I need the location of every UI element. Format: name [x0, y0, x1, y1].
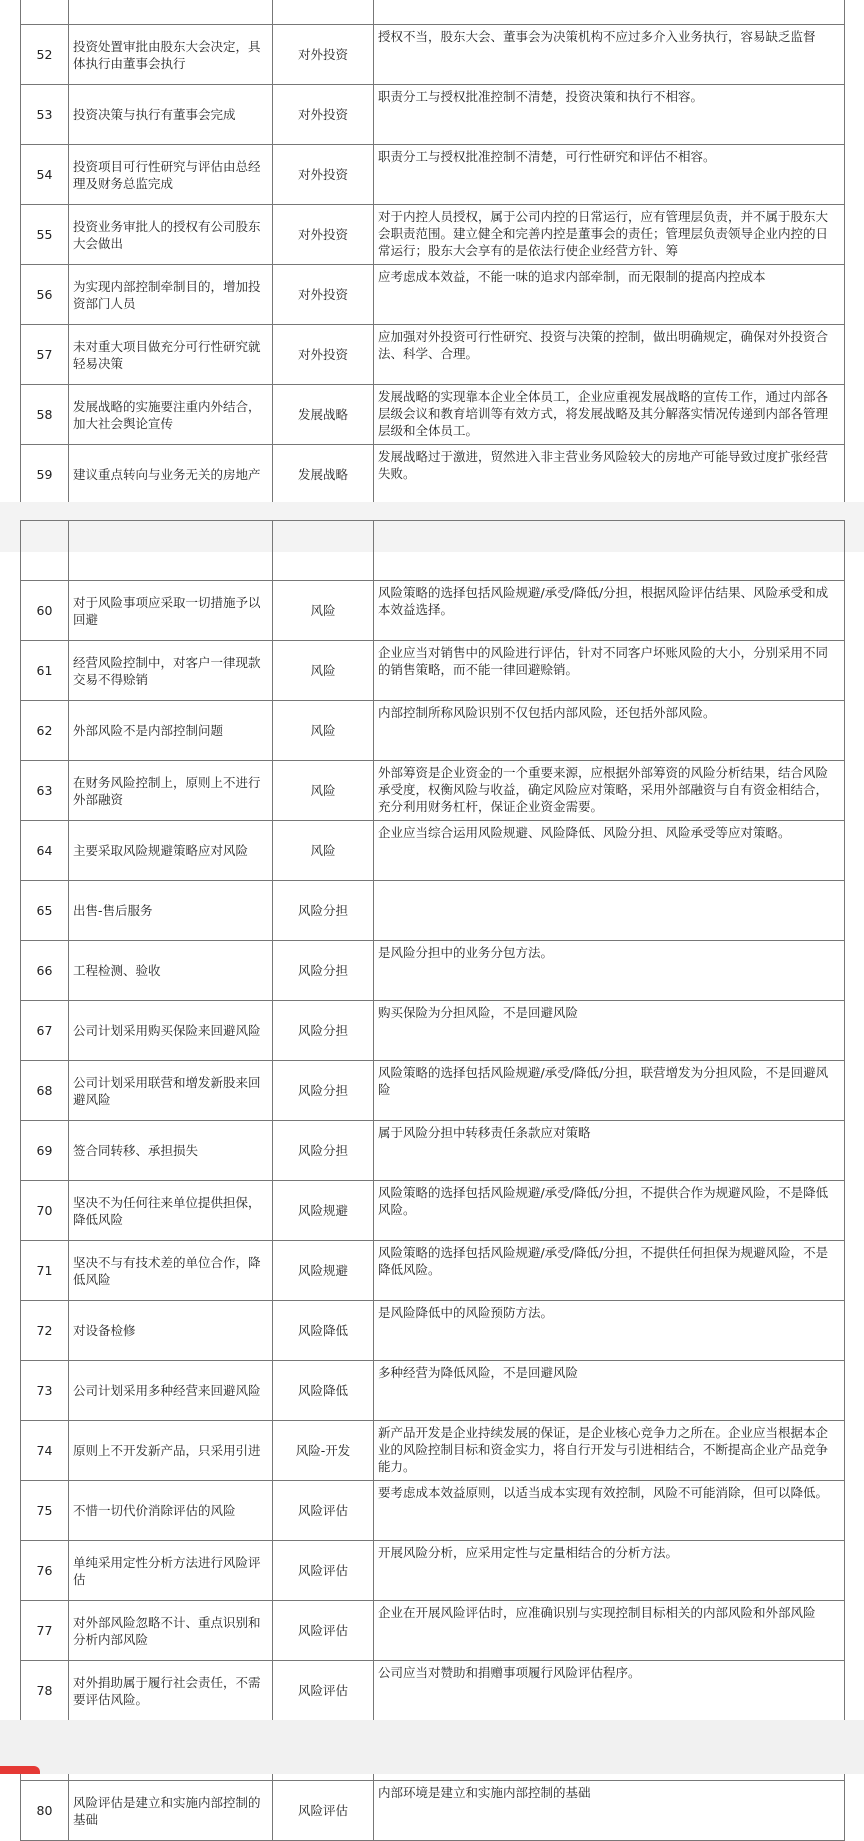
row-note — [374, 1781, 845, 1841]
row-item — [69, 25, 273, 85]
row-category-text: 对外投资 — [297, 47, 348, 62]
table-row — [21, 701, 845, 761]
row-note — [374, 641, 845, 701]
row-note — [374, 145, 845, 205]
row-number-text: 61 — [36, 663, 53, 678]
row-category — [273, 941, 374, 1001]
row-note-text: 是风险分担中的业务分包方法。 — [378, 945, 554, 960]
row-item-text: 公司计划采用多种经营来回避风险 — [73, 1383, 261, 1398]
row-number — [21, 85, 69, 145]
row-category-text: 对外投资 — [297, 287, 348, 302]
row-number — [21, 445, 69, 505]
row-category-text: 对外投资 — [297, 107, 348, 122]
row-note-text: 职责分工与授权批准控制不清楚，可行性研究和评估不相容。 — [378, 149, 716, 164]
row-note — [374, 1061, 845, 1121]
row-note — [374, 1121, 845, 1181]
table-row — [21, 1481, 845, 1541]
row-note — [374, 385, 845, 445]
row-category — [273, 881, 374, 941]
row-number — [21, 701, 69, 761]
table-row — [21, 761, 845, 821]
row-item — [69, 445, 273, 505]
row-number — [21, 385, 69, 445]
row-note-text: 是风险降低中的风险预防方法。 — [378, 1305, 554, 1320]
table-row — [21, 821, 845, 881]
row-category-text: 风险评估 — [297, 1803, 348, 1818]
row-item-text: 发展战略的实施要注重内外结合，加大社会舆论宣传 — [73, 398, 261, 431]
row-category — [273, 1421, 374, 1481]
row-category — [273, 145, 374, 205]
row-item — [69, 941, 273, 1001]
row-number — [21, 205, 69, 265]
row-note-text: 属于风险分担中转移责任条款应对策略 — [378, 1125, 591, 1140]
row-item — [69, 1601, 273, 1661]
row-number — [21, 1181, 69, 1241]
row-category-text: 风险评估 — [297, 1683, 348, 1698]
bottom-bar — [0, 1720, 864, 1774]
table-row — [21, 1241, 845, 1301]
row-number-text: 78 — [36, 1683, 53, 1698]
row-note-text: 风险策略的选择包括风险规避/承受/降低/分担，根据风险评估结果、风险承受和成本效益选择。 — [378, 585, 829, 617]
row-item — [69, 205, 273, 265]
row-item-text: 对外部风险忽略不计、重点识别和分析内部风险 — [73, 1614, 261, 1647]
row-item — [69, 1541, 273, 1601]
row-category — [273, 1361, 374, 1421]
row-number-text: 75 — [36, 1503, 53, 1518]
row-item — [69, 1781, 273, 1841]
row-number — [21, 1601, 69, 1661]
table-row — [21, 1661, 845, 1721]
row-category — [273, 1541, 374, 1601]
row-item-text: 未对重大项目做充分可行性研究就轻易决策 — [73, 338, 261, 371]
row-category — [273, 821, 374, 881]
row-item — [69, 1181, 273, 1241]
row-number-text: 63 — [36, 783, 53, 798]
row-note — [374, 1421, 845, 1481]
row-note — [374, 941, 845, 1001]
row-note — [374, 445, 845, 505]
row-note-text: 授权不当，股东大会、董事会为决策机构不应过多介入业务执行，容易缺乏监督 — [378, 29, 816, 44]
row-number-text: 70 — [36, 1203, 53, 1218]
table-row — [21, 1601, 845, 1661]
row-number — [21, 1421, 69, 1481]
table-row — [21, 25, 845, 85]
row-note — [374, 1241, 845, 1301]
row-item-text: 外部风险不是内部控制问题 — [73, 723, 224, 738]
row-category — [273, 445, 374, 505]
row-note — [374, 1001, 845, 1061]
row-item-text: 为实现内部控制牵制目的，增加投资部门人员 — [73, 278, 261, 311]
row-category-text: 风险规避 — [297, 1263, 348, 1278]
row-category — [273, 761, 374, 821]
row-number-text: 66 — [36, 963, 53, 978]
row-item-text: 出售-售后服务 — [73, 903, 153, 918]
row-note — [374, 1481, 845, 1541]
row-item-text: 投资处置审批由股东大会决定，具体执行由董事会执行 — [73, 38, 261, 71]
row-number — [21, 1121, 69, 1181]
row-note — [374, 881, 845, 941]
row-item-text: 原则上不开发新产品，只采用引进 — [73, 1443, 261, 1458]
row-note-text: 新产品开发是企业持续发展的保证，是企业核心竞争力之所在。企业应当根据本企业的风险控制目标和资金实力，将自行开发与引进相结合，不断提高企业产品竞争能力。 — [378, 1425, 829, 1474]
row-number — [21, 821, 69, 881]
row-note-text: 公司应当对赞助和捐赠事项履行风险评估程序。 — [378, 1665, 641, 1680]
row-number-text: 57 — [36, 347, 53, 362]
row-number — [21, 581, 69, 641]
row-item-text: 签合同转移、承担损失 — [73, 1143, 199, 1158]
row-note — [374, 701, 845, 761]
row-note — [374, 1541, 845, 1601]
row-category — [273, 1181, 374, 1241]
row-item-text: 风险评估是建立和实施内部控制的基础 — [73, 1794, 261, 1827]
row-number — [21, 1541, 69, 1601]
row-note-text: 企业应当综合运用风险规避、风险降低、风险分担、风险承受等应对策略。 — [378, 825, 791, 840]
row-number-text: 59 — [36, 467, 53, 482]
row-item — [69, 1481, 273, 1541]
table-screenshot-lower — [0, 552, 864, 1827]
table-row — [21, 1421, 845, 1481]
row-number — [21, 641, 69, 701]
row-category — [273, 1001, 374, 1061]
row-category — [273, 265, 374, 325]
row-item-text: 公司计划采用联营和增发新股来回避风险 — [73, 1074, 261, 1107]
row-item-text: 不惜一切代价消除评估的风险 — [73, 1503, 236, 1518]
row-item — [69, 1421, 273, 1481]
table-row — [21, 1121, 845, 1181]
table-row — [21, 881, 845, 941]
row-number-text: 65 — [36, 903, 53, 918]
row-item-text: 建议重点转向与业务无关的房地产 — [73, 467, 261, 482]
row-category-text: 风险评估 — [297, 1503, 348, 1518]
row-category — [273, 25, 374, 85]
row-number — [21, 1361, 69, 1421]
row-item — [69, 881, 273, 941]
row-number — [21, 1781, 69, 1841]
row-number — [21, 1301, 69, 1361]
row-note-text: 应考虑成本效益，不能一味的追求内部牵制，而无限制的提高内控成本 — [378, 269, 766, 284]
table-screenshot-upper — [0, 0, 864, 502]
row-note — [374, 85, 845, 145]
row-item-text: 主要采取风险规避策略应对风险 — [73, 843, 249, 858]
table-row — [21, 1061, 845, 1121]
row-note-text: 职责分工与授权批准控制不清楚，投资决策和执行不相容。 — [378, 89, 704, 104]
row-number-text: 64 — [36, 843, 53, 858]
row-item — [69, 1661, 273, 1721]
table-row — [21, 0, 845, 25]
row-category — [273, 325, 374, 385]
row-category-text: 风险降低 — [297, 1323, 348, 1338]
row-note — [374, 325, 845, 385]
row-item — [69, 1301, 273, 1361]
row-category-text: 发展战略 — [297, 407, 348, 422]
row-item-text: 单纯采用定性分析方法进行风险评估 — [73, 1554, 261, 1587]
row-item-text: 公司计划采用购买保险来回避风险 — [73, 1023, 261, 1038]
row-note-text: 风险策略的选择包括风险规避/承受/降低/分担，不提供任何担保为规避风险，不是降低风险。 — [378, 1245, 829, 1277]
row-item-text: 在财务风险控制上，原则上不进行外部融资 — [73, 774, 261, 807]
row-number — [21, 941, 69, 1001]
row-number — [21, 265, 69, 325]
table-row — [21, 1361, 845, 1421]
row-item-text: 坚决不为任何往来单位提供担保，降低风险 — [73, 1194, 261, 1227]
row-item — [69, 1241, 273, 1301]
row-item-text: 坚决不与有技术差的单位合作，降低风险 — [73, 1254, 261, 1287]
row-item-text: 对设备检修 — [73, 1323, 136, 1338]
row-category — [273, 1481, 374, 1541]
table-row — [21, 1181, 845, 1241]
row-note-text: 开展风险分析，应采用定性与定量相结合的分析方法。 — [378, 1545, 679, 1560]
row-note — [374, 1661, 845, 1721]
row-category-text: 对外投资 — [297, 227, 348, 242]
row-number-text: 68 — [36, 1083, 53, 1098]
row-note-text: 外部筹资是企业资金的一个重要来源，应根据外部筹资的风险分析结果，结合风险承受度，权衡风险与收益，确定风险应对策略，采用外部融资与自有资金相结合，充分利用财务杠杆，保证企业资金需要。 — [378, 765, 829, 814]
row-number — [21, 1661, 69, 1721]
row-number — [21, 1241, 69, 1301]
row-number-text: 77 — [36, 1623, 53, 1638]
row-note — [374, 1361, 845, 1421]
row-item — [69, 1001, 273, 1061]
table-row — [21, 941, 845, 1001]
table-row — [21, 521, 845, 581]
row-item — [69, 1121, 273, 1181]
row-item-text: 对于风险事项应采取一切措施予以回避 — [73, 594, 261, 627]
row-item — [69, 385, 273, 445]
row-category-text: 风险降低 — [297, 1383, 348, 1398]
row-number-text: 76 — [36, 1563, 53, 1578]
row-category — [273, 85, 374, 145]
row-number-text: 53 — [36, 107, 53, 122]
row-number-text: 72 — [36, 1323, 53, 1338]
row-category — [273, 1601, 374, 1661]
table-row — [21, 1001, 845, 1061]
row-number-text: 58 — [36, 407, 53, 422]
row-note-text: 购买保险为分担风险，不是回避风险 — [378, 1005, 579, 1020]
table-row — [21, 385, 845, 445]
row-note-text: 内部控制所称风险识别不仅包括内部风险，还包括外部风险。 — [378, 705, 716, 720]
row-note-text: 风险策略的选择包括风险规避/承受/降低/分担，联营增发为分担风险，不是回避风险 — [378, 1065, 829, 1097]
row-category — [273, 1241, 374, 1301]
row-number — [21, 881, 69, 941]
control-issue-table-lower — [20, 520, 845, 1841]
row-number-text: 52 — [36, 47, 53, 62]
row-category-text: 风险 — [310, 723, 336, 738]
row-item — [69, 1361, 273, 1421]
row-item — [69, 325, 273, 385]
row-category-text: 风险分担 — [297, 903, 348, 918]
table-row — [21, 641, 845, 701]
row-note-text: 发展战略过于激进，贸然进入非主营业务风险较大的房地产可能导致过度扩张经营失败。 — [378, 449, 829, 481]
row-category-text: 风险分担 — [297, 1143, 348, 1158]
row-category-text: 风险规避 — [297, 1203, 348, 1218]
table-row — [21, 265, 845, 325]
row-number-text: 74 — [36, 1443, 53, 1458]
table-row — [21, 445, 845, 505]
row-category — [273, 1121, 374, 1181]
row-category-text: 风险 — [310, 843, 336, 858]
row-number-text: 62 — [36, 723, 53, 738]
row-category-text: 风险分担 — [297, 1083, 348, 1098]
row-item — [69, 265, 273, 325]
row-number — [21, 1001, 69, 1061]
row-number — [21, 25, 69, 85]
row-item — [69, 85, 273, 145]
row-category — [273, 641, 374, 701]
control-issue-table-upper — [20, 0, 845, 565]
row-category — [273, 385, 374, 445]
row-item-text: 投资项目可行性研究与评估由总经理及财务总监完成 — [73, 158, 261, 191]
row-number-text: 69 — [36, 1143, 53, 1158]
row-note-text: 企业在开展风险评估时，应准确识别与实现控制目标相关的内部风险和外部风险 — [378, 1605, 816, 1620]
row-note — [374, 1301, 845, 1361]
row-note-text: 多种经营为降低风险，不是回避风险 — [378, 1365, 579, 1380]
row-note — [374, 581, 845, 641]
row-category-text: 风险 — [310, 783, 336, 798]
row-item-text: 投资业务审批人的授权有公司股东大会做出 — [73, 218, 261, 251]
row-note — [374, 821, 845, 881]
row-note-text: 对于内控人员授权，属于公司内控的日常运行，应有管理层负责，并不属于股东大会职责范围。建立健全和完善内控是董事会的责任；管理层负责领导企业内控的日常运行；股东大会享有的是依法行使企业经营方针、筹 — [378, 209, 829, 258]
row-note — [374, 205, 845, 265]
row-note-text: 内部环境是建立和实施内部控制的基础 — [378, 1785, 591, 1800]
row-note — [374, 1181, 845, 1241]
red-tab-mark — [0, 1766, 40, 1774]
table-row — [21, 325, 845, 385]
row-item-text: 投资决策与执行有董事会完成 — [73, 107, 236, 122]
row-item — [69, 581, 273, 641]
row-number — [21, 761, 69, 821]
row-category-text: 风险评估 — [297, 1563, 348, 1578]
row-number — [21, 1481, 69, 1541]
row-number-text: 60 — [36, 603, 53, 618]
row-note-text: 要考虑成本效益原则，以适当成本实现有效控制，风险不可能消除，但可以降低。 — [378, 1485, 829, 1500]
row-number-text: 67 — [36, 1023, 53, 1038]
row-number-text: 54 — [36, 167, 53, 182]
row-number — [21, 325, 69, 385]
row-item — [69, 641, 273, 701]
table-row — [21, 145, 845, 205]
table-row — [21, 85, 845, 145]
row-number-text: 56 — [36, 287, 53, 302]
row-category — [273, 1061, 374, 1121]
row-item-text: 对外捐助属于履行社会责任，不需要评估风险。 — [73, 1674, 261, 1707]
row-category-text: 风险评估 — [297, 1623, 348, 1638]
row-category-text: 风险分担 — [297, 1023, 348, 1038]
row-number-text: 73 — [36, 1383, 53, 1398]
row-item — [69, 761, 273, 821]
row-category — [273, 1301, 374, 1361]
row-item — [69, 821, 273, 881]
table-row — [21, 1781, 845, 1841]
row-category-text: 风险 — [310, 663, 336, 678]
row-note — [374, 265, 845, 325]
row-note — [374, 1601, 845, 1661]
row-note-text: 风险策略的选择包括风险规避/承受/降低/分担，不提供合作为规避风险，不是降低风险。 — [378, 1185, 829, 1217]
row-number-text: 71 — [36, 1263, 53, 1278]
table-row — [21, 1301, 845, 1361]
row-category-text: 风险-开发 — [295, 1443, 351, 1458]
table-row — [21, 1541, 845, 1601]
row-category — [273, 1661, 374, 1721]
row-number — [21, 1061, 69, 1121]
row-number-text: 55 — [36, 227, 53, 242]
row-category — [273, 701, 374, 761]
row-number-text: 80 — [36, 1803, 53, 1818]
row-note-text: 企业应当对销售中的风险进行评估，针对不同客户坏账风险的大小，分别采用不同的销售策略，而不能一律回避赊销。 — [378, 645, 829, 677]
row-item — [69, 1061, 273, 1121]
row-item — [69, 701, 273, 761]
table-row — [21, 205, 845, 265]
row-item — [69, 145, 273, 205]
row-category-text: 风险分担 — [297, 963, 348, 978]
row-category — [273, 1781, 374, 1841]
row-note — [374, 761, 845, 821]
row-category-text: 发展战略 — [297, 467, 348, 482]
row-note-text: 发展战略的实现靠本企业全体员工，企业应重视发展战略的宣传工作，通过内部各层级会议和教育培训等有效方式，将发展战略及其分解落实情况传递到内部各管理层级和全体员工。 — [378, 389, 829, 438]
row-category-text: 风险 — [310, 603, 336, 618]
row-note-text: 应加强对外投资可行性研究、投资与决策的控制，做出明确规定，确保对外投资合法、科学、合理。 — [378, 329, 829, 361]
row-category — [273, 581, 374, 641]
row-category — [273, 205, 374, 265]
row-item-text: 工程检测、验收 — [73, 963, 161, 978]
row-number — [21, 145, 69, 205]
row-category-text: 对外投资 — [297, 167, 348, 182]
table-row — [21, 581, 845, 641]
row-note — [374, 25, 845, 85]
row-category-text: 对外投资 — [297, 347, 348, 362]
row-item-text: 经营风险控制中，对客户一律现款交易不得赊销 — [73, 654, 261, 687]
